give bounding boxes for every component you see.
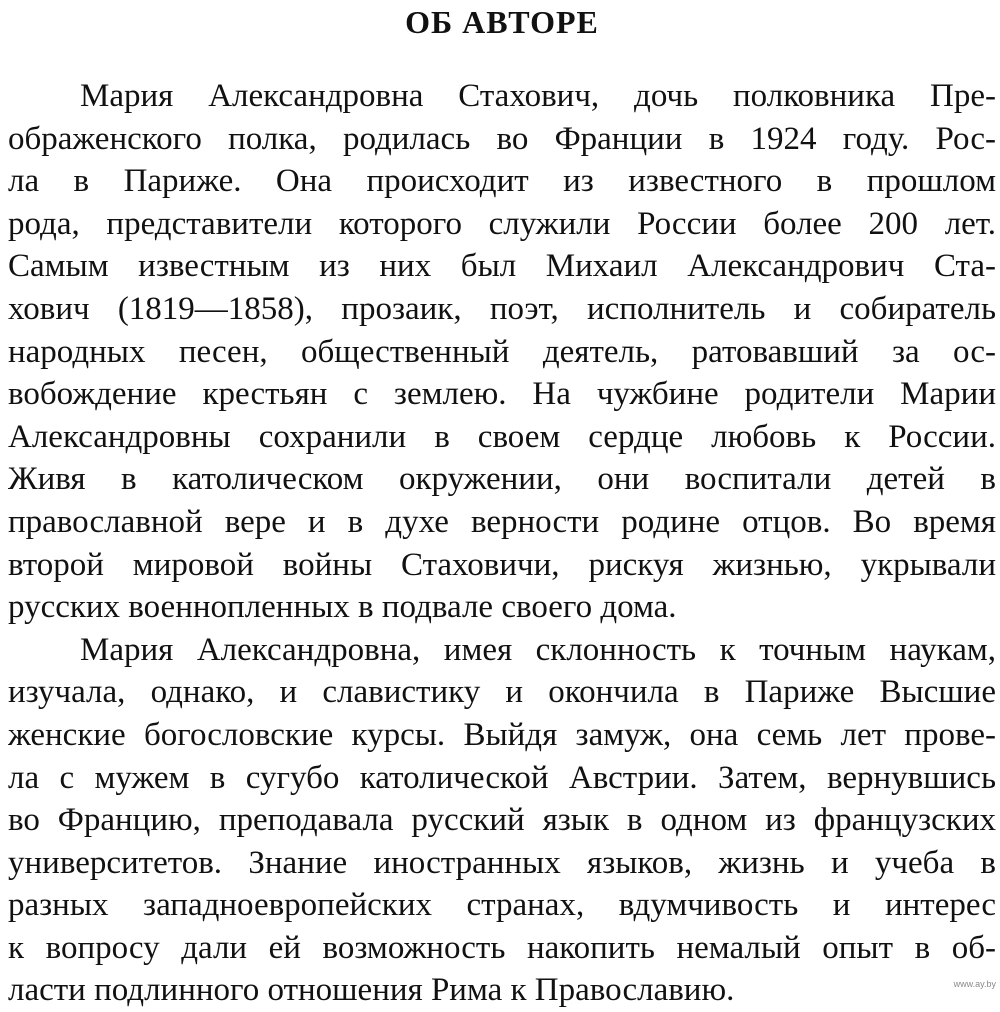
text-line: Мария Александровна Стахович, дочь полковника Пре-: [80, 78, 996, 114]
text-line: изучала, однако, и славистику и окончила в Париже Высшие: [8, 674, 996, 711]
text-line: ображенского полка, родилась во Франции в 1924 году. Рос-: [8, 120, 996, 157]
text-line: Самым известным из них был Михаил Александрович Ста-: [8, 248, 996, 285]
text-line: православной вере и в духе верности родине отцов. Во время: [8, 503, 996, 540]
text-line: во Францию, преподавала русский язык в одном из французских: [8, 802, 996, 839]
text-line: русских военнопленных в подвале своего дома.: [8, 589, 677, 626]
text-line: рода, представители которого служили России более 200 лет.: [8, 205, 996, 242]
watermark: www.ay.by: [953, 979, 996, 989]
document-page: [8, 0, 996, 1009]
text-line: к вопросу дали ей возможность накопить немалый опыт в об-: [8, 929, 996, 966]
body-text: [8, 75, 996, 1012]
text-line: второй мировой войны Стаховичи, рискуя жизнью, укрывали: [8, 546, 996, 583]
text-line: университетов. Знание иностранных языков, жизнь и учеба в: [8, 844, 996, 881]
text-line: ла с мужем в сугубо католической Австрии. Затем, вернувшись: [8, 759, 996, 796]
text-line: разных западноевропейских странах, вдумчивость и интерес: [8, 887, 996, 924]
text-line: хович (1819—1858), прозаик, поэт, исполнитель и собиратель: [8, 290, 996, 327]
text-line: ла в Париже. Она происходит из известного в прошлом: [8, 163, 996, 200]
paragraph-2: [8, 629, 996, 1012]
page-title: ОБ АВТОРЕ: [405, 4, 599, 40]
text-line: вобождение крестьян с землею. На чужбине родители Марии: [8, 376, 996, 413]
paragraph-1: [8, 75, 996, 629]
text-line: ласти подлинного отношения Рима к Православию.: [8, 972, 735, 1009]
text-line: Александровны сохранили в своем сердце любовь к России.: [8, 418, 996, 455]
text-line: Мария Александровна, имея склонность к точным наукам,: [80, 631, 996, 668]
text-line: женские богословские курсы. Выйдя замуж, она семь лет прове-: [8, 716, 996, 753]
text-line: Живя в католическом окружении, они воспитали детей в: [8, 461, 996, 498]
text-line: народных песен, общественный деятель, ратовавший за ос-: [8, 333, 996, 370]
